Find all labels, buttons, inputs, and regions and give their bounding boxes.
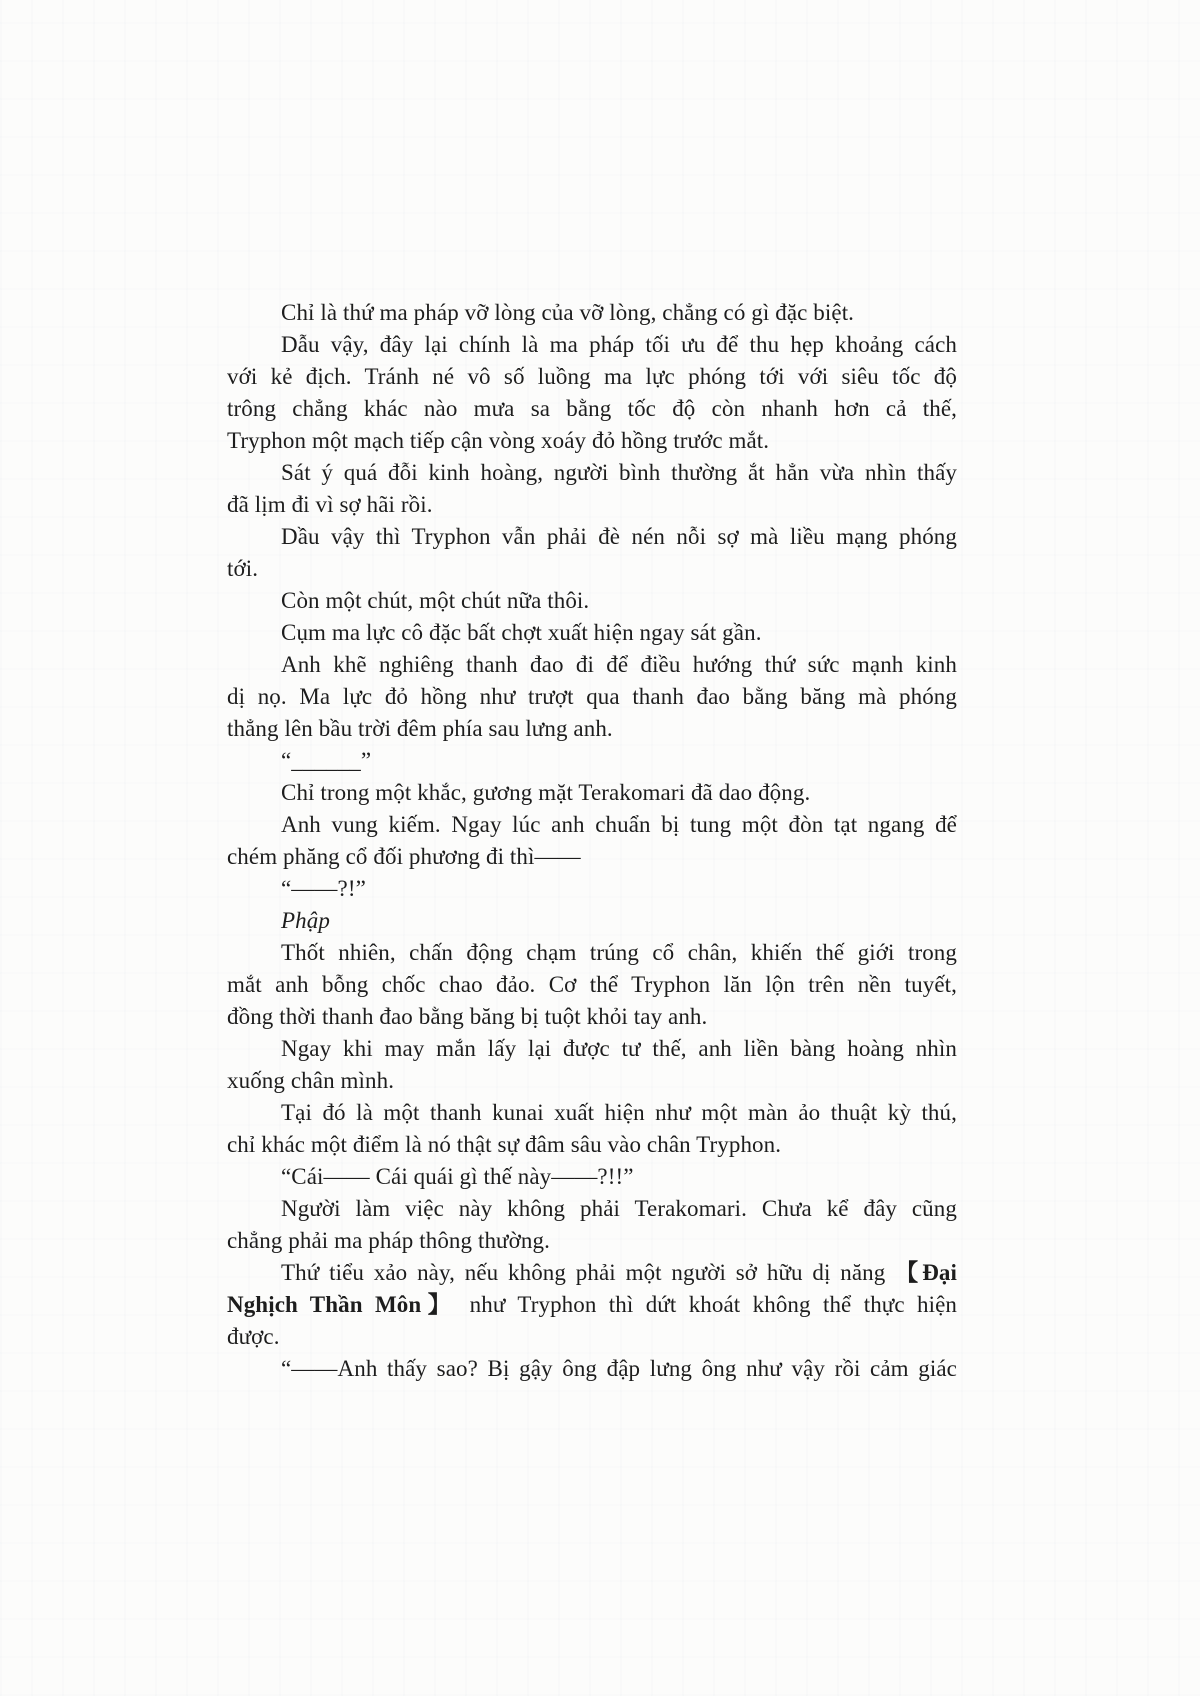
text-line [227,617,957,649]
text-line [227,1257,957,1289]
text-segment: Người làm việc này không phải Terakomari. Chưa kể đây cũng [281,1196,957,1221]
text-line [227,393,957,425]
text-segment: mắt anh bỗng chốc chao đảo. Cơ thể Tryphon lăn lộn trên nền tuyết, [227,972,957,997]
text-line [227,1193,957,1225]
text-line [227,681,957,713]
text-segment: chẳng phải ma pháp thông thường. [227,1228,550,1253]
text-segment: Dầu vậy thì Tryphon vẫn phải đè nén nỗi sợ mà liều mạng phóng [281,524,957,549]
text-segment: Anh khẽ nghiêng thanh đao đi để điều hướng thứ sức mạnh kinh [281,652,957,677]
text-line [227,713,957,745]
text-line [227,361,957,393]
text-line [227,297,957,329]
text-line [227,425,957,457]
text-segment: thẳng lên bầu trời đêm phía sau lưng anh. [227,716,613,741]
text-segment: Thốt nhiên, chấn động chạm trúng cổ chân, khiến thế giới trong [281,940,957,965]
text-segment: trông chẳng khác nào mưa sa bằng tốc độ còn nhanh hơn cả thế, [227,396,957,421]
text-line [227,489,957,521]
text-segment: tới. [227,556,259,581]
text-line [227,1033,957,1065]
text-line [227,1353,957,1385]
text-segment: chỉ khác một điểm là nó thật sự đâm sâu vào chân Tryphon. [227,1132,782,1157]
text-segment: “——?!” [281,876,366,901]
text-segment: như Tryphon thì dứt khoát không thể thực hiện [457,1292,957,1317]
text-segment: Dẫu vậy, đây lại chính là ma pháp tối ưu để thu hẹp khoảng cách [281,332,957,357]
text-segment: Còn một chút, một chút nữa thôi. [281,588,590,613]
text-line [227,521,957,553]
text-line [227,457,957,489]
text-line [227,809,957,841]
text-segment: Chỉ là thứ ma pháp vỡ lòng của vỡ lòng, chẳng có gì đặc biệt. [281,300,855,325]
text-segment: xuống chân mình. [227,1068,395,1093]
page-text-block [227,297,957,1385]
text-line [227,585,957,617]
text-segment: Cụm ma lực cô đặc bất chợt xuất hiện ngay sát gần. [281,620,762,645]
text-line [227,1225,957,1257]
text-line [227,1097,957,1129]
text-line [227,329,957,361]
text-segment: đồng thời thanh đao bằng băng bị tuột khỏi tay anh. [227,1004,708,1029]
text-line [227,1001,957,1033]
text-line [227,905,957,937]
text-line [227,969,957,1001]
text-segment: được. [227,1324,280,1349]
text-segment: Anh vung kiếm. Ngay lúc anh chuẩn bị tung một đòn tạt ngang để [281,812,957,837]
text-line [227,649,957,681]
text-segment: “______” [281,748,372,773]
text-line [227,1289,957,1321]
text-line [227,777,957,809]
text-segment: với kẻ địch. Tránh né vô số luồng ma lực phóng tới với siêu tốc độ [227,364,957,389]
text-segment: Tryphon một mạch tiếp cận vòng xoáy đỏ hồng trước mắt. [227,428,770,453]
text-segment: Chỉ trong một khắc, gương mặt Terakomari đã dao động. [281,780,811,805]
text-segment: Phập [281,908,330,933]
text-line [227,937,957,969]
text-segment: dị nọ. Ma lực đỏ hồng như trượt qua thanh đao bằng băng mà phóng [227,684,957,709]
text-line [227,1161,957,1193]
text-line [227,1065,957,1097]
text-line [227,841,957,873]
text-segment: Tại đó là một thanh kunai xuất hiện như một màn ảo thuật kỳ thú, [281,1100,957,1125]
text-line [227,745,957,777]
text-segment: 【Đại [895,1260,957,1285]
text-line [227,1129,957,1161]
text-segment: “Cái—— Cái quái gì thế này——?!!” [281,1164,634,1189]
text-segment: đã lịm đi vì sợ hãi rồi. [227,492,433,517]
text-segment: chém phăng cổ đối phương đi thì—— [227,844,581,869]
text-segment: Sát ý quá đỗi kinh hoàng, người bình thường ắt hẳn vừa nhìn thấy [281,460,957,485]
text-segment: Thứ tiểu xảo này, nếu không phải một người sở hữu dị năng [281,1260,896,1285]
text-line [227,553,957,585]
text-line [227,1321,957,1353]
text-line [227,873,957,905]
text-segment: “——Anh thấy sao? Bị gậy ông đập lưng ông như vậy rồi cảm giác [281,1356,957,1381]
text-segment: Ngay khi may mắn lấy lại được tư thế, anh liền bàng hoàng nhìn [281,1036,957,1061]
text-segment: Nghịch Thần Môn】 [227,1292,458,1317]
